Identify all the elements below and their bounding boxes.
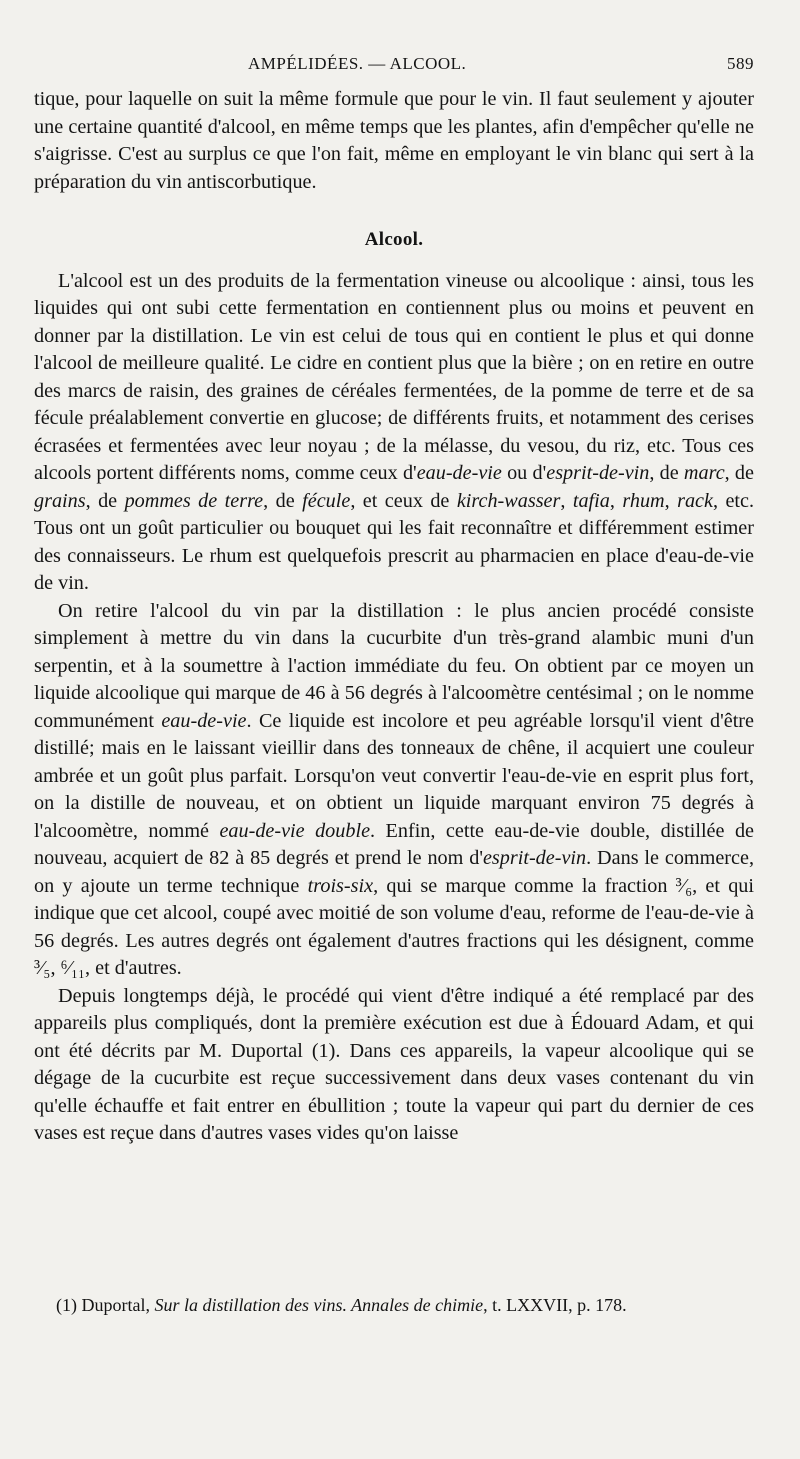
running-header [38, 54, 762, 80]
paragraph-alcool-sources [34, 268, 754, 598]
italic-term: tafia [572, 489, 610, 512]
text-run: , de [724, 462, 754, 484]
text-run: , qui se marque comme la fraction ³⁄₆, et qui indique que cet alcool, coupé avec moitié de son volume d'eau, reforme de l'eau-de-vie à 56 degrés. Les autres degrés ont également d'autres fractions qui les désignent, comme ³⁄₅, ⁶⁄₁₁, et d'autres. [34, 874, 754, 979]
italic-term: pommes de terre [124, 489, 264, 512]
footnote-citation: Sur la distillation des vins. Annales de chimie [154, 1295, 484, 1315]
italic-term: fécule [302, 489, 351, 512]
page-number: 589 [727, 54, 754, 73]
italic-term: esprit-de-vin [482, 847, 587, 869]
italic-term: rhum [622, 489, 665, 512]
text-run: On retire l'alcool du vin par la distillation : le plus ancien procédé consiste simplement à mettre du vin dans la cucurbite d'un très-grand alambic muni d'un serpentin, et à la soumettre à l'action immédiate du feu. On obtient par ce moyen un liquide alcoolique qui marque de 46 à 56 degrés à l'alcoomètre centésimal ; on le nomme communément [34, 599, 754, 732]
text-run: , de [649, 462, 684, 484]
text-run: , et ceux de [350, 489, 457, 512]
italic-term: trois-six [307, 874, 374, 897]
text-run: . Ce liquide est incolore et peu agréable lorsqu'il vient d'être distillé; mais en le laissant vieillir dans des tonneaux de chêne, il acquiert une couleur ambrée et un goût plus parfait. Lorsqu'on veut convertir l'eau-de-vie en esprit plus fort, on la distille de nouveau, et on obtient un liquide marquant environ 75 degrés à l'alcoomètre, nommé [34, 709, 754, 842]
italic-term: grains [34, 489, 86, 512]
italic-term: esprit-de-vin [546, 462, 650, 484]
text-run: , de [263, 489, 303, 512]
text-run: , [664, 489, 678, 512]
running-title: AMPÉLIDÉES. — ALCOOL. [248, 54, 467, 73]
italic-term: eau-de-vie [161, 709, 247, 732]
text-run: . Dans le commerce, on y ajoute un terme technique [34, 847, 754, 897]
main-text [34, 86, 754, 1148]
text-run: L'alcool est un des produits de la fermentation vineuse ou alcoolique : ainsi, tous les liquides qui ont subi cette fermentation en contiennent plus ou moins et peuvent en donner par la distillation. Le vin est celui de tous qui en contient le plus et qui donne l'alcool de meilleure qualité. Le cidre en contient plus que la bière ; on en retire en outre des marcs de raisin, des graines de céréales fermentées, de la pomme de terre et de sa fécule préalablement convertie en glucose; de différents fruits, et notamment des cerises écrasées et fermentées avec leur noyau ; de la mélasse, du vesou, du riz, etc. Tous ces alcools portent différents noms, comme ceux d' [34, 269, 754, 484]
footnote-area [34, 1292, 754, 1318]
paragraph-appareils: Depuis longtemps déjà, le procédé qui vient d'être indiqué a été remplacé par des appareils plus compliqués, dont la première exécution est due à Édouard Adam, et qui ont été décrits par M. Duportal (1). Dans ces appareils, la vapeur alcoolique qui se dégage de la cucurbite est reçue successivement dans deux vases contenant du vin qu'elle échauffe et fait entrer en ébullition ; toute la vapeur qui part du dernier de ces vases est reçue dans d'autres vases vides qu'on laisse [34, 984, 754, 1144]
paragraph-continued: tique, pour laquelle on suit la même formule que pour le vin. Il faut seulement y ajouter une certaine quantité d'alcool, en même temps que les plantes, afin d'empêcher qu'elle ne s'aigrisse. C'est au surplus ce que l'on fait, même en employant le vin blanc qui sert à la préparation du vin antiscorbutique. [34, 88, 754, 193]
italic-term: eau-de-vie double [219, 819, 371, 842]
text-run: . Enfin, cette eau-de-vie double, distillée de nouveau, acquiert de 82 à 85 degrés et prend le nom d' [34, 819, 754, 869]
italic-term: rack [677, 489, 713, 512]
paragraph-distillation [34, 598, 754, 983]
footnote-lead: (1) Duportal, [56, 1295, 155, 1315]
text-run: , etc. Tous ont un goût particulier ou bouquet qui les fait reconnaître et différemment estimer des connaisseurs. Le rhum est quelquefois prescrit au pharmacien en place d'eau-de-vie de vin. [34, 489, 755, 594]
text-run: , [560, 489, 573, 512]
italic-term: eau-de-vie [416, 462, 502, 484]
text-run: , [609, 489, 623, 512]
italic-term: kirch-wasser [456, 489, 561, 512]
text-run: ou d' [501, 462, 547, 484]
footnote-1 [34, 1292, 754, 1318]
footnote-tail: , t. LXXVII, p. 178. [483, 1295, 627, 1315]
italic-term: marc [683, 462, 725, 484]
text-run: , de [85, 489, 125, 512]
section-heading: Alcool. [364, 229, 424, 250]
